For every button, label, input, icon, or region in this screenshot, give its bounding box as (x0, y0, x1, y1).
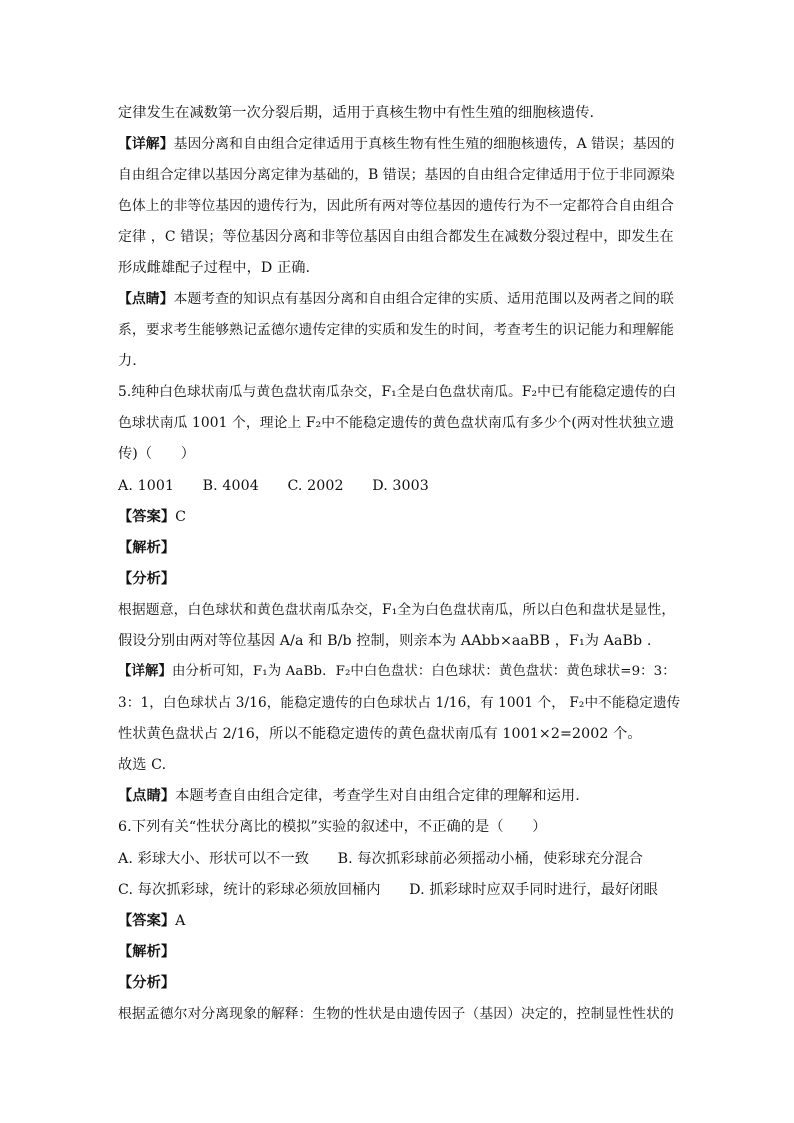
analysis-label (118, 538, 680, 558)
analysis-label (118, 942, 680, 962)
question-6-options: C. 每次抓彩球，统计的彩球必须放回桶内 D. 抓彩球时应双手同时进行，最好闭眼 (118, 882, 658, 898)
section-tag: 【分析】 (118, 975, 176, 991)
text-line: 力. (118, 353, 137, 369)
section-tag: 【详解】 (118, 136, 174, 152)
text-line: 形成雌雄配子过程中，D 正确. (118, 260, 311, 276)
question-5-options: A. 1001 B. 4004 C. 2002 D. 3003 (118, 478, 429, 494)
question-6-stem: 6.下列有关“性状分离比的模拟”实验的叙述中，不正确的是（ ） (118, 819, 547, 835)
section-tag: 【答案】 (118, 913, 176, 929)
section-tag: 【点睛】 (118, 291, 174, 307)
answer-label: 【答案】C (118, 509, 187, 525)
text-line: 【点睛】本题考查的知识点有基因分离和自由组合定律的实质、适用范围以及两者之间的联 (118, 291, 674, 307)
text-line: 定律 ，C 错误；等位基因分离和非等位基因自由组合都发生在减数分裂过程中，即发生在 (118, 229, 674, 245)
answer-label: 【答案】A (118, 913, 186, 929)
question-5-stem: 5.纯种白色球状南瓜与黄色盘状南瓜杂交，F₁全是白色盘状南瓜。F₂中已有能稳定遗传的白 (118, 384, 677, 400)
section-tag: 【答案】 (118, 509, 176, 525)
question-6-options: A. 彩球大小、形状可以不一致 B. 每次抓彩球前必须摇动小桶，使彩球充分混合 (118, 851, 644, 867)
text-line: 【点睛】本题考查自由组合定律，考查学生对自由组合定律的理解和运用. (118, 788, 580, 804)
analysis-sub-label (118, 973, 680, 993)
text-line: 自由组合定律以基因分离定律为基础的，B 错误；基因的自由组合定律适用于位于非同源染 (118, 167, 675, 183)
text-line: 【详解】由分析可知，F₁为 AaBb．F₂中白色盘状：白色球状：黄色盘状：黄色球状=9：3： (118, 664, 676, 679)
text-line: 故选 C. (118, 757, 167, 773)
text-line: 根据孟德尔对分离现象的解释：生物的性状是由遗传因子（基因）决定的，控制显性性状的 (118, 1006, 674, 1022)
question-5-stem: 色球状南瓜 1001 个，理论上 F₂中不能稳定遗传的黄色盘状南瓜有多少个(两对性状独立遗 (118, 415, 675, 431)
text-line: 系，要求考生能够熟记孟德尔遗传定律的实质和发生的时间，考查考生的识记能力和理解能 (118, 322, 674, 338)
question-5-stem: 传)（ ） (118, 446, 196, 462)
text-line: 【详解】基因分离和自由组合定律适用于真核生物有性生殖的细胞核遗传，A 错误；基因的 (118, 136, 675, 152)
section-tag: 【解析】 (118, 540, 176, 556)
text-line: 色体上的非等位基因的遗传行为，因此所有两对等位基因的遗传行为不一定都符合自由组合 (118, 198, 674, 214)
section-tag: 【分析】 (118, 571, 176, 587)
analysis-sub-label (118, 569, 680, 589)
section-tag: 【详解】 (118, 664, 172, 679)
text-line: 性状黄色盘状占 2/16，所以不能稳定遗传的黄色盘状南瓜有 1001×2=2002 个。 (118, 726, 642, 742)
section-tag: 【点睛】 (118, 788, 176, 804)
text-line: 定律发生在减数第一次分裂后期，适用于真核生物中有性生殖的细胞核遗传. (118, 105, 595, 121)
text-line: 假设分别由两对等位基因 A/a 和 B/b 控制，则亲本为 AAbb×aaBB ，F₁为 AaBb . (118, 633, 652, 649)
section-tag: 【解析】 (118, 944, 176, 960)
text-line: 3：1，白色球状占 3/16，能稳定遗传的白色球状占 1/16，有 1001 个， F₂中不能稳定遗传 (118, 695, 681, 711)
text-line: 根据题意，白色球状和黄色盘状南瓜杂交，F₁全为白色盘状南瓜，所以白色和盘状是显性， (118, 602, 676, 618)
